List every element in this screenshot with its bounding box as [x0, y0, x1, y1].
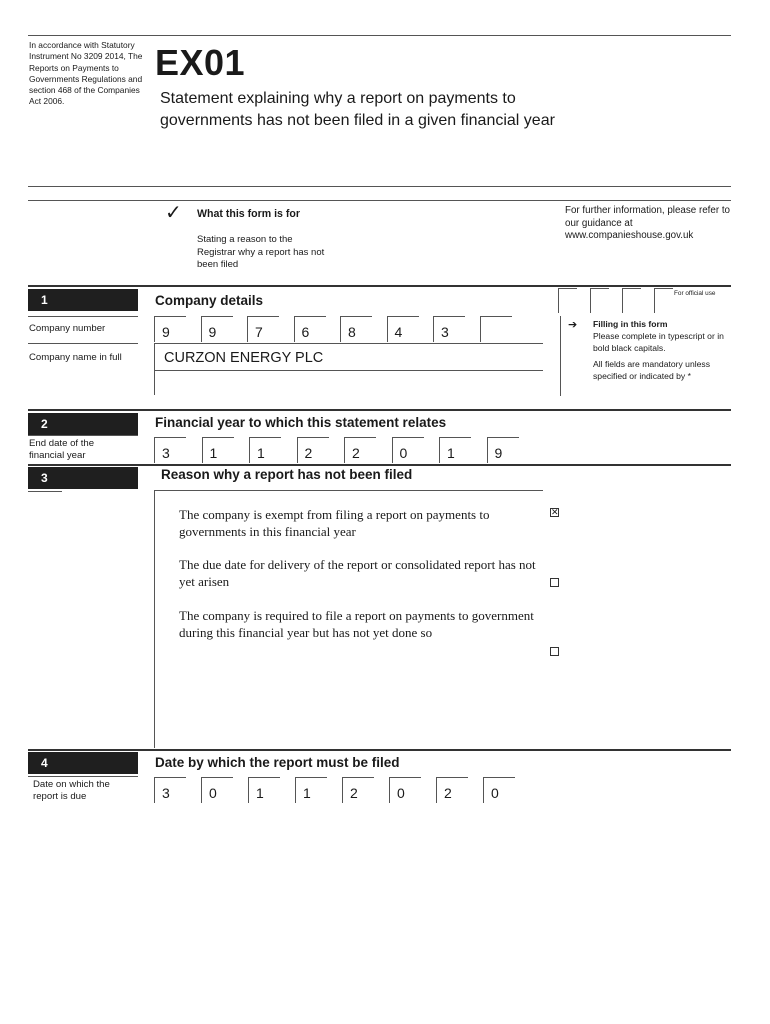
digit-box-top: [483, 777, 515, 778]
digit-box-top: [436, 777, 468, 778]
digit-box-top: [247, 316, 279, 317]
digit-value: 3: [162, 445, 170, 461]
digit-box-left: [201, 777, 202, 803]
reason-box-left: [154, 490, 155, 748]
digit-box-left: [433, 316, 434, 342]
company-name-box-top: [154, 343, 543, 344]
digit-value: 1: [209, 445, 218, 461]
digit-value: 3: [441, 324, 449, 340]
digit-box[interactable]: [154, 316, 186, 342]
digit-box[interactable]: [487, 437, 519, 463]
digit-box[interactable]: [480, 316, 512, 342]
digit-box-left: [392, 437, 393, 463]
label-rule: [28, 343, 138, 344]
digit-value: 4: [394, 324, 403, 340]
official-use-box: [654, 288, 673, 313]
company-number-label: Company number: [29, 323, 106, 334]
due-date-label: Date on which the report is due: [33, 779, 110, 802]
official-use-box: [622, 288, 641, 313]
section-3-number: 3: [28, 467, 138, 489]
digit-box[interactable]: [154, 777, 186, 803]
digit-box[interactable]: [389, 777, 421, 803]
digit-box-left: [344, 437, 345, 463]
section-2-title: Financial year to which this statement relates: [155, 415, 447, 430]
statute-note: In accordance with Statutory Instrument No 3209 2014, The Reports on Payments to Governments Regulations and section 468 of the Companies Act 2006.: [29, 40, 143, 107]
digit-box[interactable]: [247, 316, 279, 342]
official-use-label: For official use: [674, 290, 716, 297]
purpose-top-rule: [28, 200, 731, 201]
section-3-title: Reason why a report has not been filed: [161, 467, 413, 482]
digit-box-top: [295, 777, 327, 778]
digit-value: 0: [209, 785, 217, 801]
digit-box-top: [249, 437, 281, 438]
digit-value: 2: [352, 445, 360, 461]
digit-value: 7: [255, 324, 263, 340]
digit-box[interactable]: [201, 316, 233, 342]
further-info: For further information, please refer to our guidance at www.companieshouse.gov.uk: [565, 205, 730, 242]
digit-box-top: [294, 316, 326, 317]
digit-box-left: [342, 777, 343, 803]
filling-text: Please complete in typescript or in bold black capitals.: [593, 331, 724, 353]
digit-box-left: [387, 316, 388, 342]
digit-value: 2: [444, 785, 452, 801]
digit-box-left: [483, 777, 484, 803]
digit-box-left: [480, 316, 481, 342]
digit-value: 1: [256, 785, 264, 801]
company-name-label: Company name in full: [29, 352, 122, 363]
digit-box-top: [201, 777, 233, 778]
section-2-number: 2: [28, 413, 138, 435]
digit-box-left: [294, 316, 295, 342]
section-2-rule: [28, 409, 731, 411]
digit-box[interactable]: [483, 777, 515, 803]
label-rule: [28, 776, 138, 777]
label-rule: [28, 435, 138, 436]
digit-value: 1: [303, 785, 311, 801]
purpose-heading: What this form is for: [197, 208, 300, 220]
digit-box-top: [487, 437, 519, 438]
digit-box[interactable]: [433, 316, 465, 342]
digit-box[interactable]: [154, 437, 186, 463]
section-4-title: Date by which the report must be filed: [155, 755, 400, 770]
arrow-right-icon: ➔: [568, 319, 578, 331]
digit-value: 0: [397, 785, 405, 801]
digit-box-left: [487, 437, 488, 463]
digit-value: 2: [350, 785, 358, 801]
digit-box-left: [201, 316, 202, 342]
section-1-number: 1: [28, 289, 138, 311]
digit-box[interactable]: [248, 777, 280, 803]
digit-box-top: [344, 437, 376, 438]
checkbox-cross-icon: ✕: [551, 507, 559, 517]
top-rule: [28, 35, 731, 36]
digit-box[interactable]: [340, 316, 372, 342]
reason-not-yet-filed-checkbox[interactable]: [550, 647, 559, 656]
section-1-rule: [28, 285, 731, 287]
digit-box-left: [297, 437, 298, 463]
digit-box-top: [439, 437, 471, 438]
digit-box-left: [295, 777, 296, 803]
digit-value: 0: [399, 445, 408, 461]
digit-box-top: [387, 316, 419, 317]
digit-value: 1: [257, 445, 265, 461]
mandatory-note: All fields are mandatory unless specified or indicated by *: [593, 359, 711, 381]
filling-heading: Filling in this form: [593, 319, 668, 329]
digit-box[interactable]: [202, 437, 234, 463]
company-name-line-divider: [154, 370, 543, 371]
end-date-label: End date of the financial year: [29, 438, 95, 461]
digit-box[interactable]: [297, 437, 329, 463]
digit-value: 9: [162, 324, 170, 340]
digit-box-top: [389, 777, 421, 778]
digit-value: 2: [304, 445, 313, 461]
official-use-box: [558, 288, 577, 313]
digit-box-left: [202, 437, 203, 463]
digit-box-left: [436, 777, 437, 803]
section-1-title: Company details: [155, 293, 264, 308]
digit-box[interactable]: [387, 316, 419, 342]
digit-value: 6: [301, 324, 310, 340]
digit-box-left: [154, 777, 155, 803]
company-name-box-left: [154, 343, 155, 395]
digit-value: 9: [208, 324, 217, 340]
digit-value: 3: [162, 785, 170, 801]
label-rule: [28, 316, 138, 317]
digit-box[interactable]: [201, 777, 233, 803]
digit-box-left: [154, 437, 155, 463]
digit-value: 8: [348, 324, 356, 340]
digit-box[interactable]: [392, 437, 424, 463]
digit-box-left: [389, 777, 390, 803]
section-3-rule: [28, 464, 731, 466]
digit-box-top: [154, 316, 186, 317]
purpose-text: Stating a reason to the Registrar why a report has not been filed: [197, 234, 325, 271]
reason-not-due: The due date for delivery of the report or consolidated report has not yet arisen: [179, 557, 536, 589]
digit-box[interactable]: [295, 777, 327, 803]
label-rule: [28, 491, 62, 492]
digit-box-top: [342, 777, 374, 778]
digit-box-top: [392, 437, 424, 438]
digit-box[interactable]: [439, 437, 471, 463]
form-code: EX01: [155, 42, 246, 83]
reason-exempt-checkbox[interactable]: [550, 508, 559, 517]
sidebar-divider: [560, 316, 561, 396]
header-divider: [28, 186, 731, 187]
digit-box-left: [154, 316, 155, 342]
company-name-field[interactable]: CURZON ENERGY PLC: [164, 350, 324, 366]
digit-box-top: [297, 437, 329, 438]
reason-not-due-checkbox[interactable]: [550, 578, 559, 587]
digit-value: 9: [494, 445, 503, 461]
digit-box-top: [433, 316, 465, 317]
digit-box-left: [340, 316, 341, 342]
digit-box-left: [248, 777, 249, 803]
digit-box-top: [154, 437, 186, 438]
digit-box-top: [248, 777, 280, 778]
section-4-rule: [28, 749, 731, 751]
reason-box-top: [154, 490, 543, 491]
digit-box-top: [340, 316, 372, 317]
digit-value: 1: [447, 445, 455, 461]
reason-not-yet-filed: The company is required to file a report on payments to government during this financial year but has not yet done so: [179, 608, 534, 640]
digit-box-top: [480, 316, 512, 317]
digit-box-top: [154, 777, 186, 778]
form-title: Statement explaining why a report on payments to governments has not been filed in a given financial year: [160, 90, 555, 129]
check-mark-icon: ✓: [165, 202, 182, 224]
digit-value: 0: [491, 785, 499, 801]
digit-box-left: [249, 437, 250, 463]
digit-box[interactable]: [342, 777, 374, 803]
section-4-number: 4: [28, 752, 138, 774]
digit-box-top: [201, 316, 233, 317]
digit-box-left: [439, 437, 440, 463]
digit-box[interactable]: [344, 437, 376, 463]
digit-box[interactable]: [249, 437, 281, 463]
digit-box-left: [247, 316, 248, 342]
official-use-box: [590, 288, 609, 313]
digit-box[interactable]: [294, 316, 326, 342]
reason-exempt: The company is exempt from filing a report on payments to governments in this financial year: [179, 507, 490, 539]
digit-box-top: [202, 437, 234, 438]
digit-box[interactable]: [436, 777, 468, 803]
